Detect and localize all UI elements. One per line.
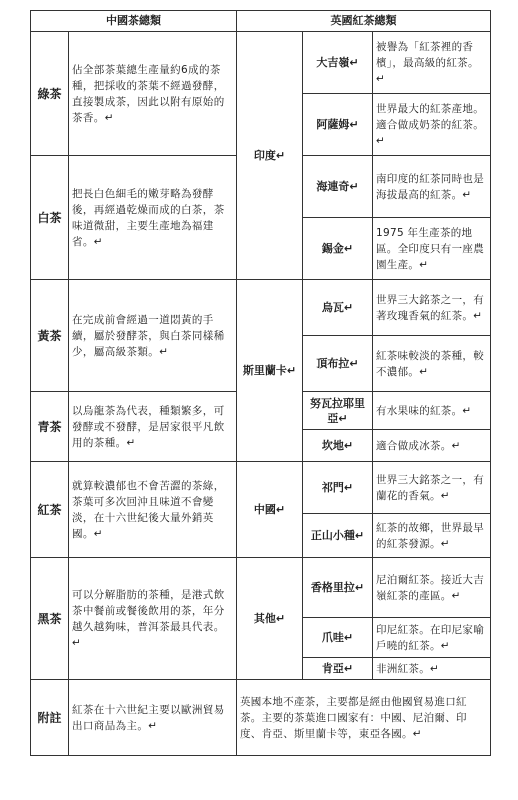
region-china: 中國↵ <box>237 462 303 558</box>
tea-name-highgrown: 海連奇↵ <box>303 156 373 218</box>
tea-desc-green: 佔全部茶葉總生產量約6成的茶種，把採收的茶葉不經過發酵，直接製成茶，因此以附有原始的茶香。↵ <box>69 32 237 156</box>
tea-desc-red: 就算較濃郁也不會苦澀的茶綠，茶葉可多次回沖且味道不會變淡，在十六世紀後大量外銷英國。↵ <box>69 462 237 558</box>
tea-name-kandy: 坎地↵ <box>303 430 373 462</box>
tea-name-shangri-la: 香格里拉↵ <box>303 558 373 618</box>
tea-info-nuwara-eliya: 有水果味的紅茶。↵ <box>373 392 491 430</box>
tea-info-lapsang: 紅茶的故鄉，世界最早的紅茶發源。↵ <box>373 514 491 558</box>
tea-name-sikkim: 錫金↵ <box>303 218 373 280</box>
notes-label: 附註 <box>31 680 69 756</box>
table-row <box>31 280 491 336</box>
tea-info-java: 印尼紅茶。在印尼家喻戶曉的紅茶。↵ <box>373 618 491 658</box>
tea-name-nuwara-eliya: 努瓦拉耶里亞↵ <box>303 392 373 430</box>
header-row <box>31 11 491 32</box>
tea-info-shangri-la: 尼泊爾紅茶。接近大吉嶺紅茶的產區。↵ <box>373 558 491 618</box>
tea-name-darjeeling: 大吉嶺↵ <box>303 32 373 94</box>
tea-info-kandy: 適合做成冰茶。↵ <box>373 430 491 462</box>
notes-british: 英國本地不產茶，主要都是經由他國貿易進口紅茶。主要的茶葉進口國家有：中國、尼泊爾、印度、肯亞、斯里蘭卡等，東亞各國。↵ <box>237 680 491 756</box>
tea-name-kenya: 肯亞↵ <box>303 658 373 680</box>
tea-name-java: 爪哇↵ <box>303 618 373 658</box>
tea-name-keemun: 祁門↵ <box>303 462 373 514</box>
tea-type-oolong: 青茶 <box>31 392 69 462</box>
tea-type-dark: 黑茶 <box>31 558 69 680</box>
tea-info-sikkim: 1975 年生產茶的地區。全印度只有一座農園生產。↵ <box>373 218 491 280</box>
tea-name-assam: 阿薩姆↵ <box>303 94 373 156</box>
table-row <box>31 32 491 94</box>
tea-info-kenya: 非洲紅茶。↵ <box>373 658 491 680</box>
tea-type-yellow: 黃茶 <box>31 280 69 392</box>
tea-comparison-table <box>30 10 491 756</box>
tea-comparison-page <box>30 10 490 756</box>
tea-info-uva: 世界三大銘茶之一，有著玫瑰香氣的紅茶。↵ <box>373 280 491 336</box>
tea-desc-yellow: 在完成前會經過一道悶黃的手續，屬於發酵茶，與白茶同樣稀少，屬高級茶類。↵ <box>69 280 237 392</box>
table-row <box>31 558 491 618</box>
tea-type-white: 白茶 <box>31 156 69 280</box>
tea-name-uva: 烏瓦↵ <box>303 280 373 336</box>
tea-name-lapsang: 正山小種↵ <box>303 514 373 558</box>
tea-type-green: 綠茶 <box>31 32 69 156</box>
tea-name-dimbula: 頂布拉↵ <box>303 336 373 392</box>
chinese-tea-header: 中國茶總類 <box>31 11 237 32</box>
tea-info-darjeeling: 被譽為「紅茶裡的香檳」，最高級的紅茶。↵ <box>373 32 491 94</box>
british-tea-header: 英國紅茶總類 <box>237 11 491 32</box>
tea-desc-white: 把長白色細毛的嫩芽略為發酵後，再經過乾燥而成的白茶，茶味道微甜，主要生產地為福建省。↵ <box>69 156 237 280</box>
region-other: 其他↵ <box>237 558 303 680</box>
region-srilanka: 斯里蘭卡↵ <box>237 280 303 462</box>
tea-type-red: 紅茶 <box>31 462 69 558</box>
tea-info-dimbula: 紅茶味較淡的茶種，較不濃郁。↵ <box>373 336 491 392</box>
notes-chinese: 紅茶在十六世紀主要以歐洲貿易出口商品為主。↵ <box>69 680 237 756</box>
tea-info-keemun: 世界三大銘茶之一，有蘭花的香氣。↵ <box>373 462 491 514</box>
tea-info-assam: 世界最大的紅茶產地。適合做成奶茶的紅茶。↵ <box>373 94 491 156</box>
tea-info-highgrown: 南印度的紅茶同時也是海拔最高的紅茶。↵ <box>373 156 491 218</box>
tea-desc-oolong: 以烏龍茶為代表，種類繁多，可發酵或不發酵，是居家很平凡飲用的茶種。↵ <box>69 392 237 462</box>
notes-row <box>31 680 491 756</box>
tea-desc-dark: 可以分解脂肪的茶種，是港式飲茶中餐前或餐後飲用的茶，年分越久越夠味，普洱茶最具代表。↵ <box>69 558 237 680</box>
region-india: 印度↵ <box>237 32 303 280</box>
table-row <box>31 462 491 514</box>
